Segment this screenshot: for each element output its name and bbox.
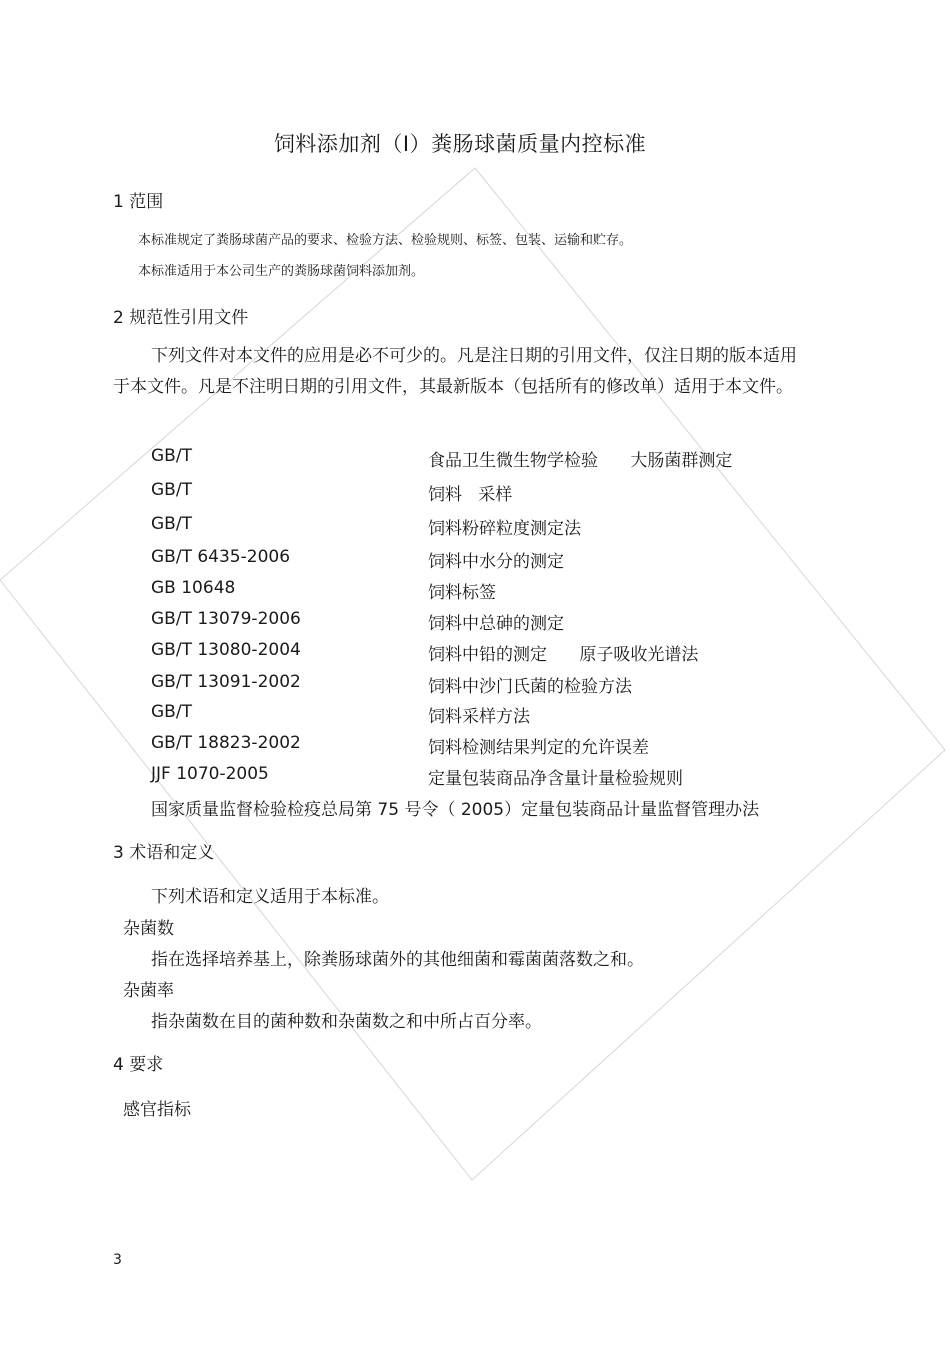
reference-code: GB/T xyxy=(151,702,192,722)
reference-title: 食品卫生微生物学检验 大肠菌群测定 xyxy=(428,451,733,471)
reference-code: GB/T xyxy=(151,480,192,500)
term-2: 杂菌率 xyxy=(123,981,174,1001)
definition-1: 指在选择培养基上，除粪肠球菌外的其他细菌和霉菌菌落数之和。 xyxy=(151,950,644,970)
reference-code: JJF 1070-2005 xyxy=(151,764,269,784)
reference-code: GB/T 13080-2004 xyxy=(151,640,301,660)
section-3-heading: 3 术语和定义 xyxy=(113,843,215,863)
reference-title: 饲料采样方法 xyxy=(428,707,530,727)
reference-code: GB/T 6435-2006 xyxy=(151,547,291,567)
section-1-heading: 1 范围 xyxy=(113,192,164,212)
section-2-heading: 2 规范性引用文件 xyxy=(113,308,249,328)
reference-title: 饲料标签 xyxy=(428,583,496,603)
section-1-paragraph-2: 本标准适用于本公司生产的粪肠球菌饲料添加剂。 xyxy=(138,264,425,279)
reference-title: 饲料 采样 xyxy=(428,485,513,505)
reference-title: 饲料中水分的测定 xyxy=(428,552,564,572)
reference-code: GB/T 18823-2002 xyxy=(151,733,301,753)
definition-2: 指杂菌数在目的菌种数和杂菌数之和中所占百分率。 xyxy=(151,1012,542,1032)
reference-code: GB/T xyxy=(151,514,192,534)
reference-code: GB 10648 xyxy=(151,578,236,598)
reference-code: GB/T 13079-2006 xyxy=(151,609,301,629)
reference-title: 饲料粉碎粒度测定法 xyxy=(428,519,581,539)
reference-title: 饲料中沙门氏菌的检验方法 xyxy=(428,677,632,697)
reference-code: GB/T 13091-2002 xyxy=(151,672,301,692)
reference-title: 饲料中铅的测定 原子吸收光谱法 xyxy=(428,645,699,665)
document-title: 饲料添加剂（Ⅰ）粪肠球菌质量内控标准 xyxy=(273,132,647,156)
section-1-paragraph-1: 本标准规定了粪肠球菌产品的要求、检验方法、检验规则、标签、包装、运输和贮存。 xyxy=(138,233,633,248)
reference-title: 定量包装商品净含量计量检验规则 xyxy=(428,769,683,789)
reference-last: 国家质量监督检验检疫总局第 75 号令（ 2005）定量包装商品计量监督管理办法 xyxy=(151,800,760,820)
page-number: 3 xyxy=(113,1252,122,1268)
reference-code: GB/T xyxy=(151,446,192,466)
reference-title: 饲料检测结果判定的允许误差 xyxy=(428,738,649,758)
section-3-intro: 下列术语和定义适用于本标准。 xyxy=(151,887,389,907)
section-4-heading: 4 要求 xyxy=(113,1055,164,1075)
term-1: 杂菌数 xyxy=(123,919,174,939)
reference-title: 饲料中总砷的测定 xyxy=(428,614,564,634)
section-2-intro: 下列文件对本文件的应用是必不可少的。凡是注日期的引用文件，仅注日期的版本适用于本文件。凡是不注明日期的引用文件，其最新版本（包括所有的修改单）适用于本文件。 xyxy=(113,346,797,397)
section-4-subheading: 感官指标 xyxy=(123,1100,191,1120)
